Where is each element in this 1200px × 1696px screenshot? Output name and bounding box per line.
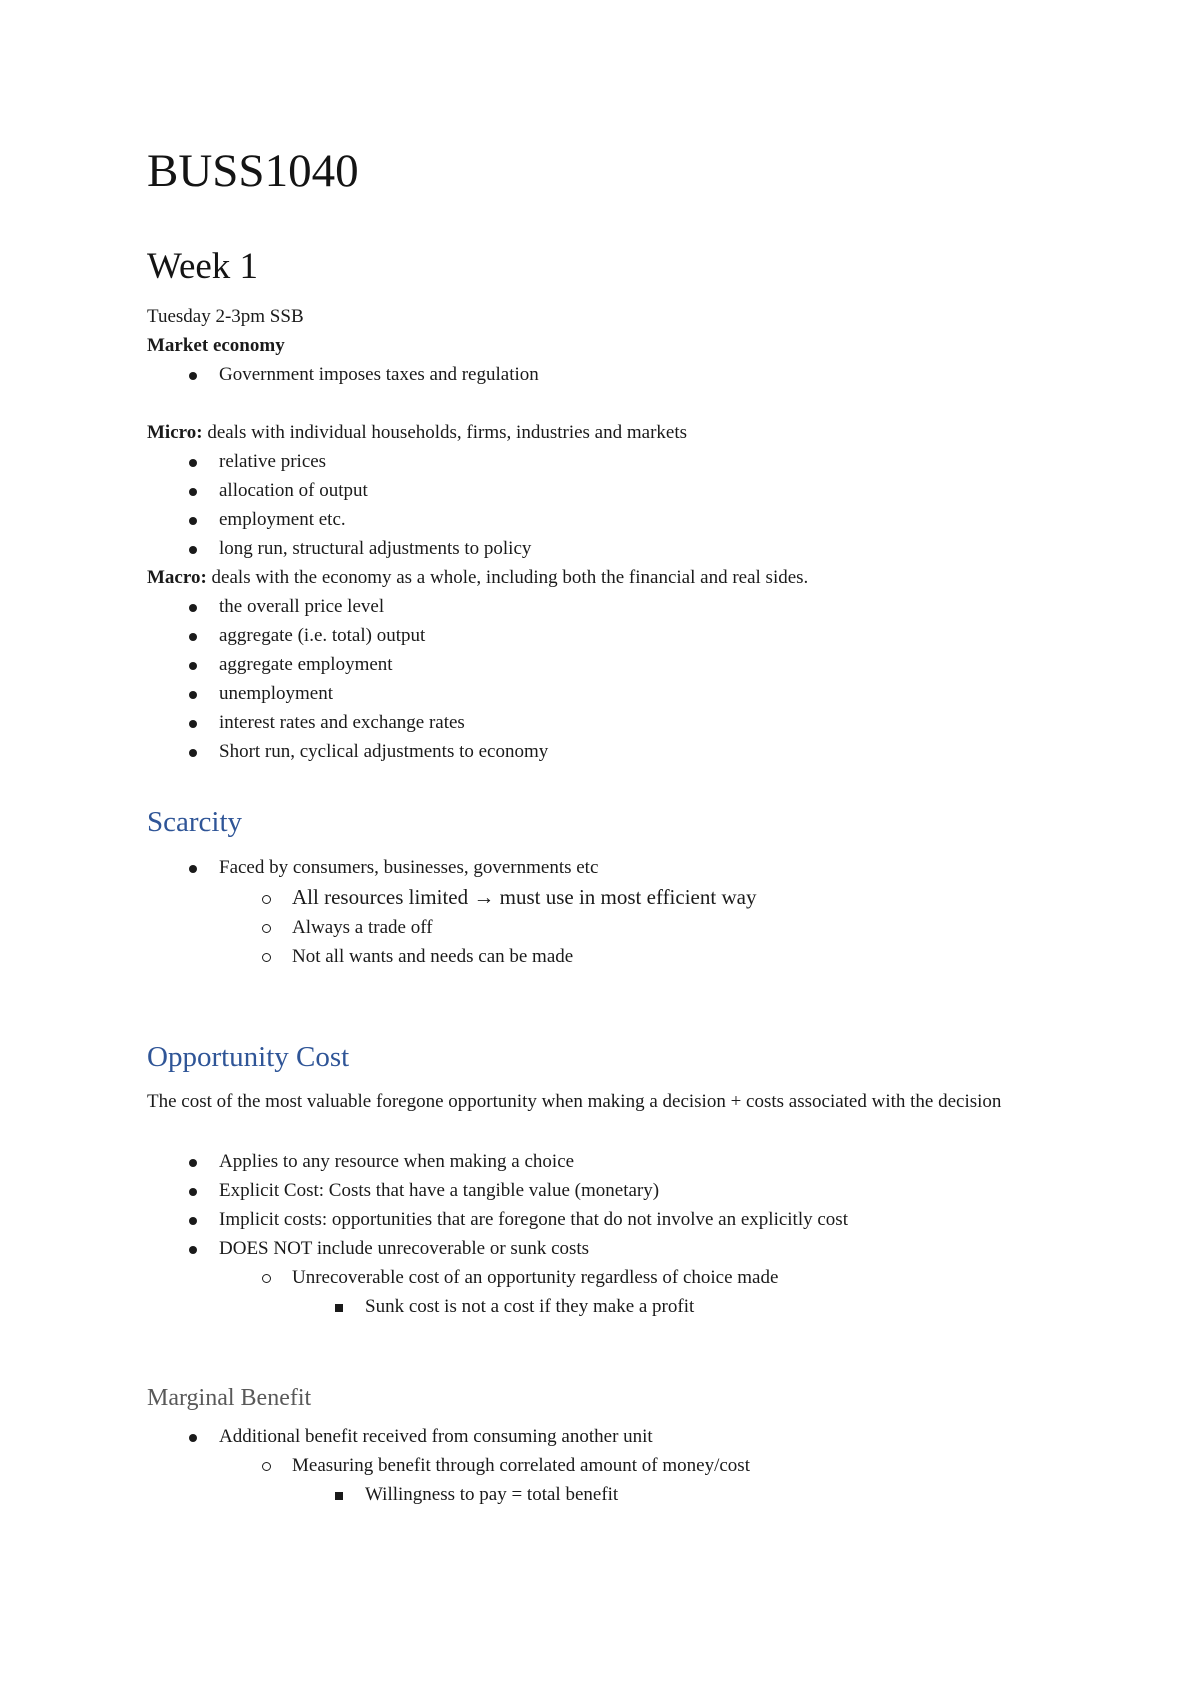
macro-definition: Macro: deals with the economy as a whole, including both the financial and real sides. (147, 567, 809, 588)
bullet-dot-icon (183, 595, 203, 619)
list-item: Always a trade off (292, 916, 433, 940)
class-time: Tuesday 2-3pm SSB (147, 306, 304, 327)
bullet-dot-icon (183, 508, 203, 532)
week-heading: Week 1 (147, 246, 259, 287)
opportunity-cost-heading: Opportunity Cost (147, 1041, 350, 1073)
bullet-dot-icon (183, 1237, 203, 1261)
list-item: allocation of output (219, 479, 368, 503)
list-item: Explicit Cost: Costs that have a tangible value (monetary) (219, 1179, 659, 1203)
list-item: Government imposes taxes and regulation (219, 363, 539, 387)
list-item: Not all wants and needs can be made (292, 945, 573, 969)
list-item: relative prices (219, 450, 326, 474)
bullet-dot-icon (183, 1425, 203, 1449)
list-item: Short run, cyclical adjustments to economy (219, 740, 548, 764)
list-item: Measuring benefit through correlated amount of money/cost (292, 1454, 750, 1478)
list-item: aggregate employment (219, 653, 393, 677)
list-item: DOES NOT include unrecoverable or sunk costs (219, 1237, 589, 1261)
list-item: the overall price level (219, 595, 384, 619)
list-item: All resources limited → must use in most efficient way (292, 885, 756, 909)
bullet-dot-icon (183, 624, 203, 648)
bullet-dot-icon (183, 856, 203, 880)
bullet-dot-icon (183, 1150, 203, 1174)
list-item: interest rates and exchange rates (219, 711, 465, 735)
bullet-dot-icon (183, 740, 203, 764)
bullet-square-icon (329, 1295, 349, 1319)
bullet-dot-icon (183, 653, 203, 677)
list-item: Unrecoverable cost of an opportunity regardless of choice made (292, 1266, 778, 1290)
bullet-dot-icon (183, 1179, 203, 1203)
list-item: Applies to any resource when making a choice (219, 1150, 574, 1174)
document-title: BUSS1040 (147, 145, 359, 197)
list-item: Additional benefit received from consuming another unit (219, 1425, 653, 1449)
bullet-dot-icon (183, 479, 203, 503)
bullet-ring-icon (256, 885, 276, 909)
micro-definition: Micro: deals with individual households, firms, industries and markets (147, 422, 687, 443)
list-item: aggregate (i.e. total) output (219, 624, 425, 648)
list-item: Willingness to pay = total benefit (365, 1483, 618, 1507)
bullet-dot-icon (183, 363, 203, 387)
bullet-dot-icon (183, 711, 203, 735)
bullet-dot-icon (183, 682, 203, 706)
bullet-ring-icon (256, 916, 276, 940)
list-item: unemployment (219, 682, 333, 706)
list-item: Faced by consumers, businesses, governments etc (219, 856, 598, 880)
list-item: long run, structural adjustments to policy (219, 537, 531, 561)
opportunity-cost-definition: The cost of the most valuable foregone opportunity when making a decision + costs associated with the decision (147, 1091, 1002, 1112)
bullet-ring-icon (256, 945, 276, 969)
scarcity-heading: Scarcity (147, 806, 243, 838)
bullet-dot-icon (183, 450, 203, 474)
bullet-dot-icon (183, 1208, 203, 1232)
list-item: Sunk cost is not a cost if they make a profit (365, 1295, 694, 1319)
marginal-benefit-heading: Marginal Benefit (147, 1385, 312, 1411)
bullet-ring-icon (256, 1454, 276, 1478)
market-economy-label: Market economy (147, 335, 285, 356)
bullet-dot-icon (183, 537, 203, 561)
list-item: employment etc. (219, 508, 346, 532)
bullet-square-icon (329, 1483, 349, 1507)
list-item: Implicit costs: opportunities that are foregone that do not involve an explicitly cost (219, 1208, 848, 1232)
bullet-ring-icon (256, 1266, 276, 1290)
